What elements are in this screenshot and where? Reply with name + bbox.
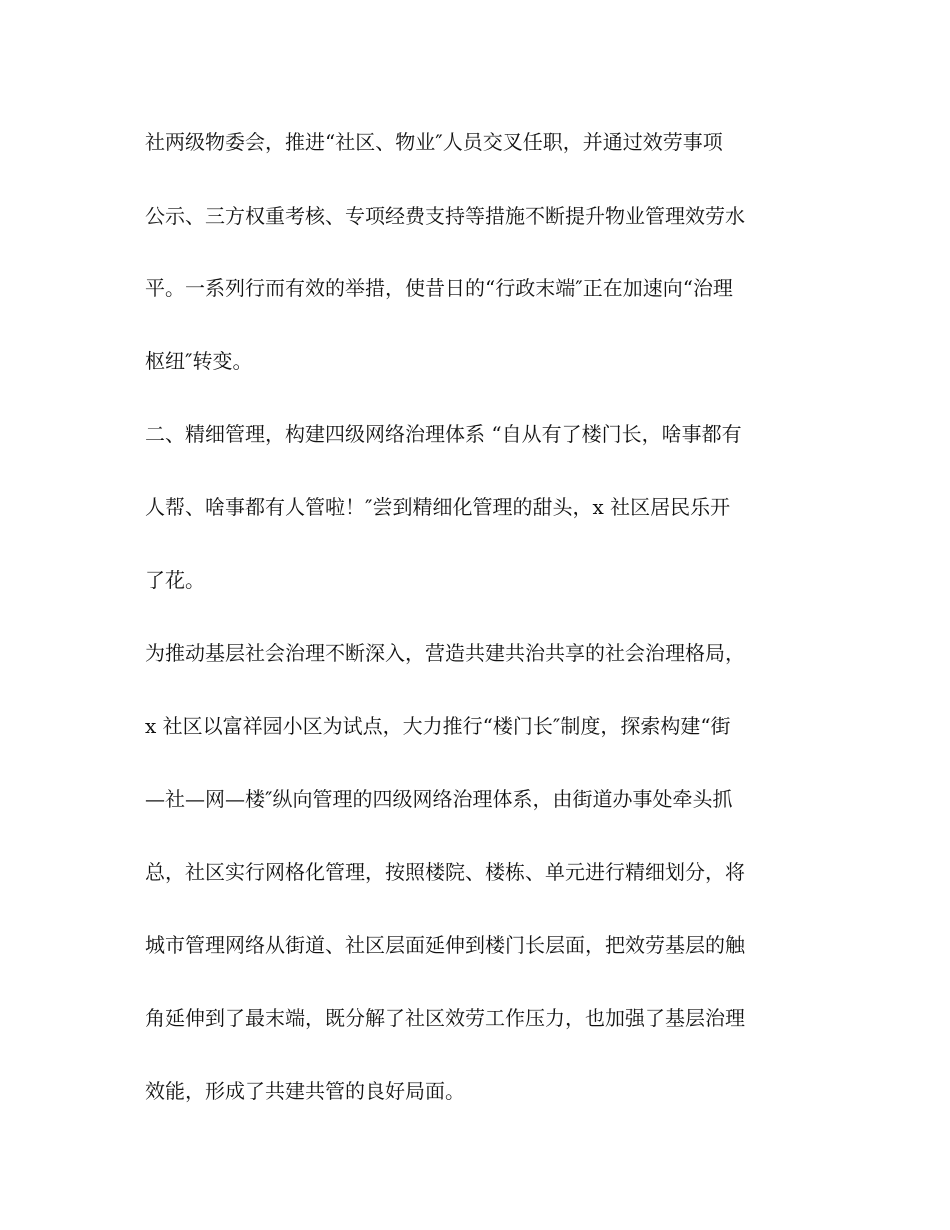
text-line: 效能，形成了共建共管的良好局面。	[145, 1079, 465, 1103]
text-line: 平。一系列行而有效的举措，使昔日的“行政末端″正在加速向“治理	[145, 276, 733, 300]
section-heading-line: 二、精细管理，构建四级网络治理体系 “自从有了楼门长，啥事都有	[145, 422, 742, 446]
text-line: 社两级物委会，推进“社区、物业″人员交叉任职，并通过效劳事项	[145, 130, 723, 154]
text-line: 枢纽″转变。	[145, 349, 253, 373]
text-line: 角延伸到了最末端，既分解了社区效劳工作压力，也加强了基层治理	[145, 1006, 745, 1030]
text-line: 人帮、啥事都有人管啦！″尝到精细化管理的甜头，x 社区居民乐开	[145, 495, 731, 519]
text-line: 了花。	[145, 568, 205, 592]
text-line: 为推动基层社会治理不断深入，营造共建共治共享的社会治理格局，	[145, 641, 745, 665]
text-line: x 社区以富祥园小区为试点，大力推行“楼门长″制度，探索构建“街	[145, 714, 731, 738]
text-line: 总，社区实行网格化管理，按照楼院、楼栋、单元进行精细划分，将	[145, 860, 745, 884]
text-line: 城市管理网络从街道、社区层面延伸到楼门长层面，把效劳基层的触	[145, 933, 745, 957]
text-line: —社—网—楼″纵向管理的四级网络治理体系，由街道办事处牵头抓	[145, 787, 733, 811]
text-line: 公示、三方权重考核、专项经费支持等措施不断提升物业管理效劳水	[145, 204, 745, 228]
